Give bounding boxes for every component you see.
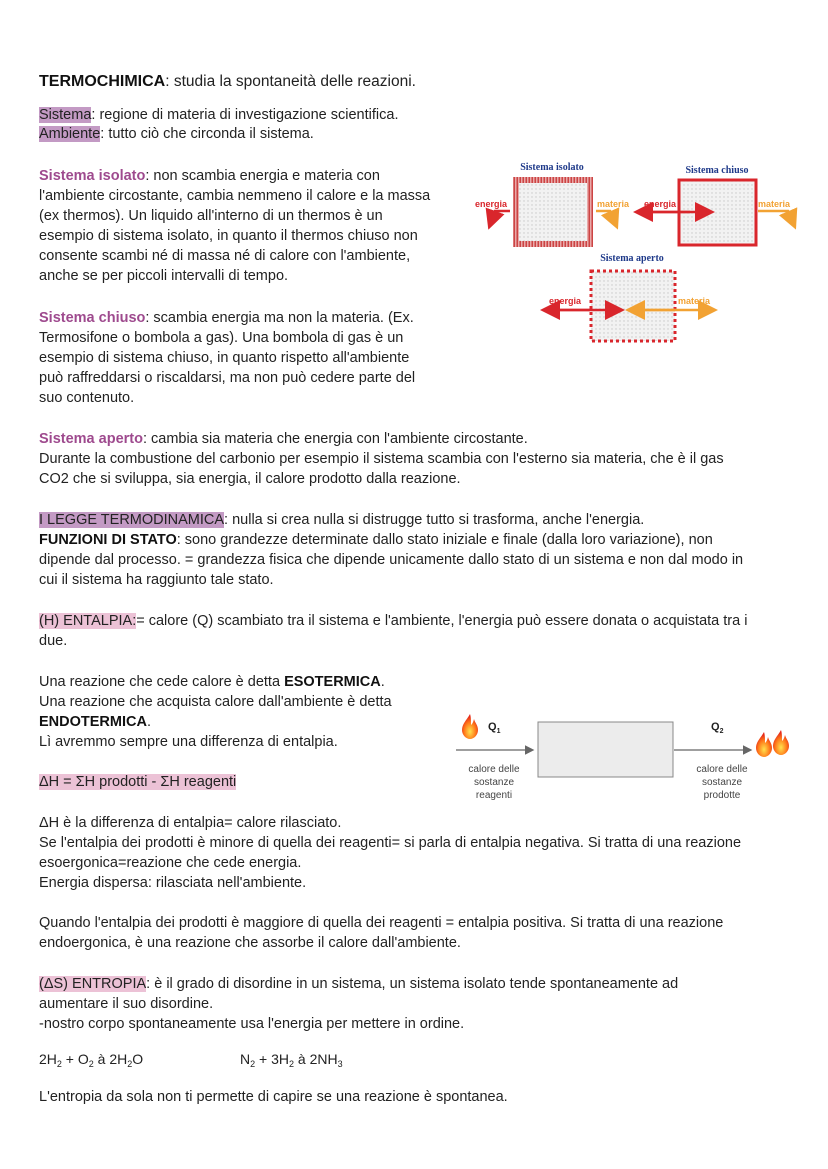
q1-label: $Q_1$ <box>488 721 501 735</box>
chiuso-energia-label: energia <box>644 199 677 209</box>
right-caption-3: prodotte <box>703 790 741 801</box>
entropia-paragraph: (ΔS) ENTROPIA: è il grado di disordine in un sistema, un sistema isolato tende spontaneamente ad aumentare il suo disordine. -nostro corpo spontaneamente usa l'energia per mettere in ordine. <box>39 976 679 1032</box>
left-caption-1: calore delle <box>468 764 520 775</box>
entalpia-paragraph: (H) ENTALPIA:= calore (Q) scambiato tra il sistema e l'ambiente, l'energia può essere donata o acquistata tra i due. <box>39 613 748 649</box>
isolato-materia-arrow <box>596 211 616 225</box>
right-caption-2: sostanze <box>701 777 743 788</box>
title: TERMOCHIMICA: studia la spontaneità delle reazioni. <box>39 73 416 90</box>
conclusione: L'entropia da sola non ti permette di capire se una reazione è spontanea. <box>39 1089 508 1105</box>
formula-delta-h: ΔH = ΣH prodotti - ΣH reagenti <box>39 774 237 790</box>
equation-ammonia: $N_2 + 3H_2$ à $2NH_3$ <box>240 1051 343 1069</box>
entalpia-positiva-paragraph: Quando l'entalpia dei prodotti è maggiore di quella dei reagenti = entalpia positiva. Si tratta di una reazione endoergonica, è una reazione che assorbe il calore dall'ambiente. <box>39 915 724 951</box>
aperto-paragraph: Sistema aperto: cambia sia materia che energia con l'ambiente circostante. Durante la combustione del carbonio per esempio il sistema scambia con l'esterno sia materia, che è il gas CO2 che si sviluppa, sia energia, il calore prodotto dalla reazione. <box>39 431 724 487</box>
chiuso-paragraph: Sistema chiuso: scambia energia ma non la materia. (Ex. Termosifone o bombola a gas). Una bombola di gas è un esempio di sistema chiuso, in quanto rispetto all'ambiente può raffreddarsi o riscaldarsi, ma non può cedere parte del suo contenuto. <box>39 310 416 406</box>
heat-diagram <box>450 708 800 808</box>
aperto-materia-label: materia <box>678 296 711 306</box>
left-caption-2: sostanze <box>473 777 515 788</box>
chiuso-materia-arrow <box>758 211 794 225</box>
delta-h-paragraph: ΔH è la differenza di entalpia= calore rilasciato. Se l'entalpia dei prodotti è minore di quella dei reagenti= si parla di entalpia negativa. Si tratta di una reazione esoergonica=reazione che cede energia. Energia dispersa: rilasciata nell'ambiente. <box>39 815 742 891</box>
chiuso-label: Sistema chiuso <box>685 165 749 176</box>
chiuso-materia-label: materia <box>758 199 791 209</box>
isolato-paragraph: Sistema isolato: non scambia energia e materia con l'ambiente circostante, cambia nemmeno il calore e la massa (ex thermos). Un liquido all'interno di un thermos è un esempio di sistema isolato, in quanto il thermos chiuso non consente scambi né di massa né di calore con l'ambiente, anche se per piccoli intervalli di tempo. <box>39 168 431 284</box>
reazioni-paragraph: Una reazione che cede calore è detta ESOTERMICA. Una reazione che acquista calore dall'ambiente è detta ENDOTERMICA. Lì avremmo sempre una differenza di entalpia. <box>39 674 392 750</box>
q2-label: $Q_2$ <box>711 721 724 735</box>
right-caption-1: calore delle <box>696 764 748 775</box>
aperto-box <box>591 271 675 341</box>
sistema-definition: Sistema: regione di materia di investigazione scientifica. <box>39 107 399 123</box>
ambiente-definition: Ambiente: tutto ciò che circonda il sistema. <box>39 126 314 142</box>
left-caption-3: reagenti <box>475 790 513 801</box>
aperto-label: Sistema aperto <box>600 253 664 264</box>
legge-paragraph: I LEGGE TERMODINAMICA: nulla si crea nulla si distrugge tutto si trasforma, anche l'energia. FUNZIONI DI STATO: sono grandezze determinate dallo stato iniziale e finale (dalla loro variazione), non dipende dal processo. = grandezza fisica che dipende unicamente dallo stato di un sistema e non dal modo in cui il sistema ha raggiunto tale stato. <box>39 512 744 588</box>
flame-icon <box>773 730 789 755</box>
equation-water: $2H_2 + O_2$ à $2H_2O$ <box>39 1051 144 1069</box>
flame-icon <box>462 714 478 739</box>
systems-diagram <box>470 155 805 350</box>
isolato-energia-label: energia <box>475 199 508 209</box>
isolato-label: Sistema isolato <box>520 162 584 173</box>
aperto-energia-label: energia <box>549 296 582 306</box>
isolato-energia-arrow <box>490 211 510 225</box>
flame-icon <box>756 732 772 757</box>
isolato-materia-label: materia <box>597 199 630 209</box>
isolato-box <box>519 183 587 241</box>
system-box <box>538 722 673 777</box>
